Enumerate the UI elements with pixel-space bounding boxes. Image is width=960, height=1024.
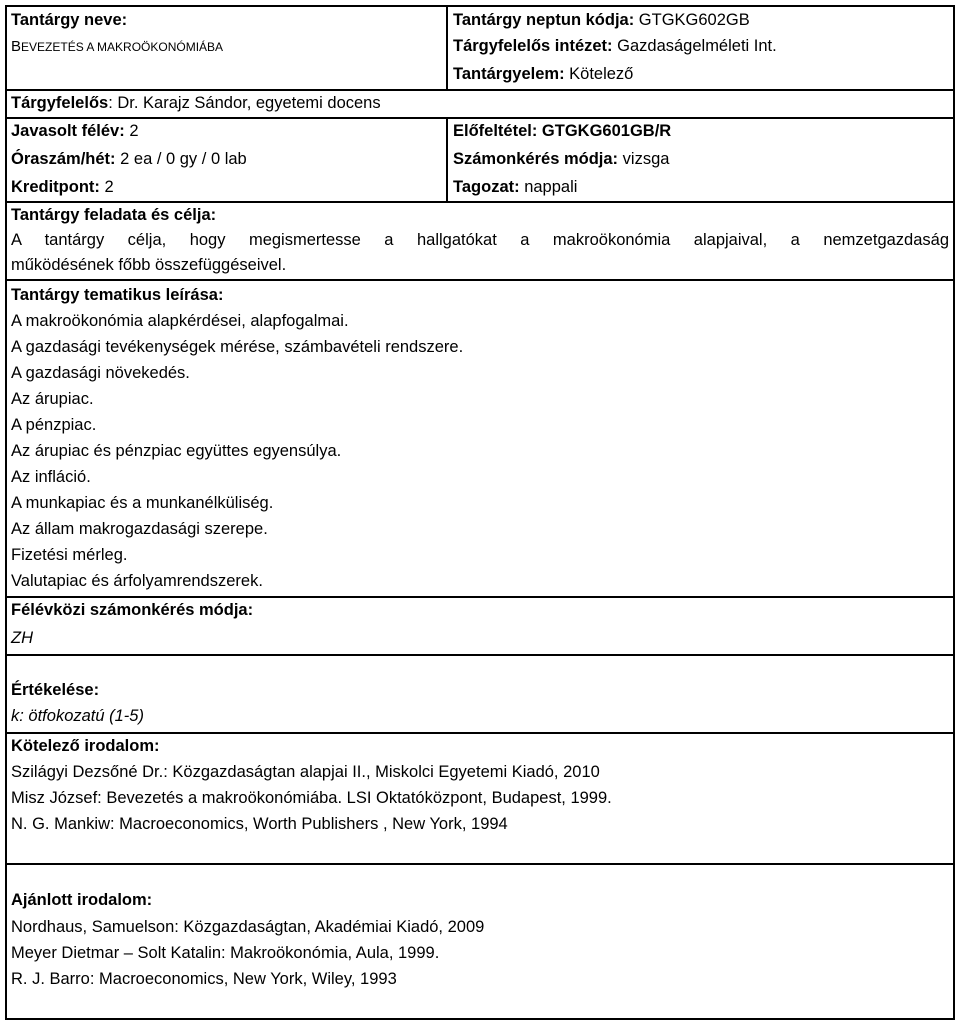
course-element <box>453 63 633 85</box>
course-element-value: Kötelező <box>564 65 634 83</box>
weekly-hours <box>11 148 247 170</box>
assessment-type <box>453 148 669 170</box>
divider-info-vertical <box>446 117 448 202</box>
assessment-type-label: Számonkérés módja: <box>453 150 619 168</box>
responsible-person-value: : Dr. Karajz Sándor, egyetemi docens <box>108 94 381 112</box>
evaluation-value: k: ötfokozatú (1-5) <box>11 707 144 725</box>
thematic-item: A makroökonómia alapkérdései, alapfogalmai. <box>11 312 349 330</box>
weekly-hours-value: 2 ea / 0 gy / 0 lab <box>115 150 247 168</box>
neptun-code <box>453 9 750 31</box>
neptun-code-value: GTGKG602GB <box>634 11 750 29</box>
evaluation-title: Értékelése: <box>11 681 100 699</box>
study-mode-value: nappali <box>519 178 578 196</box>
responsible-person-label: Tárgyfelelős <box>11 94 109 112</box>
course-name-initial: B <box>11 38 22 55</box>
prerequisite <box>453 120 671 142</box>
goal-text-line-1: A tantárgy célja, hogy megismertesse a hallgatókat a makroökonómia alapjaival, a nemzetgazdaság <box>11 231 949 249</box>
thematic-item: A munkapiac és a munkanélküliség. <box>11 494 274 512</box>
thematic-item: Valutapiac és árfolyamrendszerek. <box>11 572 263 590</box>
recommended-semester <box>11 120 139 142</box>
credit-points <box>11 176 114 198</box>
recommended-semester-value: 2 <box>124 122 139 140</box>
required-literature-item: Misz József: Bevezetés a makroökonómiába. LSI Oktatóközpont, Budapest, 1999. <box>11 789 612 807</box>
prerequisite-label: Előfeltétel: GTGKG601GB/R <box>453 122 672 140</box>
divider-required-lit <box>5 863 955 865</box>
course-element-label: Tantárgyelem: <box>453 65 565 83</box>
responsible-institute-label: Tárgyfelelős intézet: <box>453 37 613 55</box>
thematic-item: Az árupiac és pénzpiac együttes egyensúlya. <box>11 442 342 460</box>
divider-goal <box>5 279 955 281</box>
midterm-title: Félévközi számonkérés módja: <box>11 601 254 619</box>
credit-points-label: Kreditpont: <box>11 178 100 196</box>
divider-thematic <box>5 596 955 598</box>
required-literature-title: Kötelező irodalom: <box>11 737 160 755</box>
responsible-institute <box>453 35 777 57</box>
required-literature-item: Szilágyi Dezsőné Dr.: Közgazdaságtan alapjai II., Miskolci Egyetemi Kiadó, 2010 <box>11 763 600 781</box>
course-name <box>11 35 223 58</box>
divider-header-vertical <box>446 5 448 89</box>
divider-evaluation <box>5 732 955 734</box>
thematic-title: Tantárgy tematikus leírása: <box>11 286 224 304</box>
recommended-literature-item: R. J. Barro: Macroeconomics, New York, Wiley, 1993 <box>11 970 397 988</box>
goal-text-line-2: működésének főbb összefüggéseivel. <box>11 256 287 274</box>
divider-info-bottom <box>5 201 955 203</box>
course-name-rest: EVEZETÉS A MAKROÖKONÓMIÁBA <box>21 40 224 54</box>
recommended-semester-label: Javasolt félév: <box>11 122 125 140</box>
recommended-literature-item: Meyer Dietmar – Solt Katalin: Makroökonómia, Aula, 1999. <box>11 944 440 962</box>
assessment-type-value: vizsga <box>618 150 670 168</box>
thematic-item: Az infláció. <box>11 468 91 486</box>
midterm-value: ZH <box>11 629 33 647</box>
goal-title: Tantárgy feladata és célja: <box>11 206 217 224</box>
recommended-literature-title: Ajánlott irodalom: <box>11 891 153 909</box>
responsible-institute-value: Gazdaságelméleti Int. <box>612 37 777 55</box>
responsible-person <box>11 92 381 114</box>
study-mode-label: Tagozat: <box>453 178 520 196</box>
recommended-literature-item: Nordhaus, Samuelson: Közgazdaságtan, Akadémiai Kiadó, 2009 <box>11 918 485 936</box>
study-mode <box>453 176 577 198</box>
neptun-code-label: Tantárgy neptun kódja: <box>453 11 635 29</box>
required-literature-item: N. G. Mankiw: Macroeconomics, Worth Publishers , New York, 1994 <box>11 815 508 833</box>
credit-points-value: 2 <box>99 178 114 196</box>
thematic-item: Fizetési mérleg. <box>11 546 128 564</box>
thematic-item: Az árupiac. <box>11 390 94 408</box>
divider-midterm <box>5 654 955 656</box>
divider-header <box>5 89 955 91</box>
course-name-label: Tantárgy neve: <box>11 11 128 29</box>
thematic-item: A pénzpiac. <box>11 416 97 434</box>
thematic-item: A gazdasági tevékenységek mérése, számbavételi rendszere. <box>11 338 464 356</box>
weekly-hours-label: Óraszám/hét: <box>11 150 116 168</box>
divider-info-top <box>5 117 955 119</box>
thematic-item: A gazdasági növekedés. <box>11 364 190 382</box>
thematic-item: Az állam makrogazdasági szerepe. <box>11 520 268 538</box>
